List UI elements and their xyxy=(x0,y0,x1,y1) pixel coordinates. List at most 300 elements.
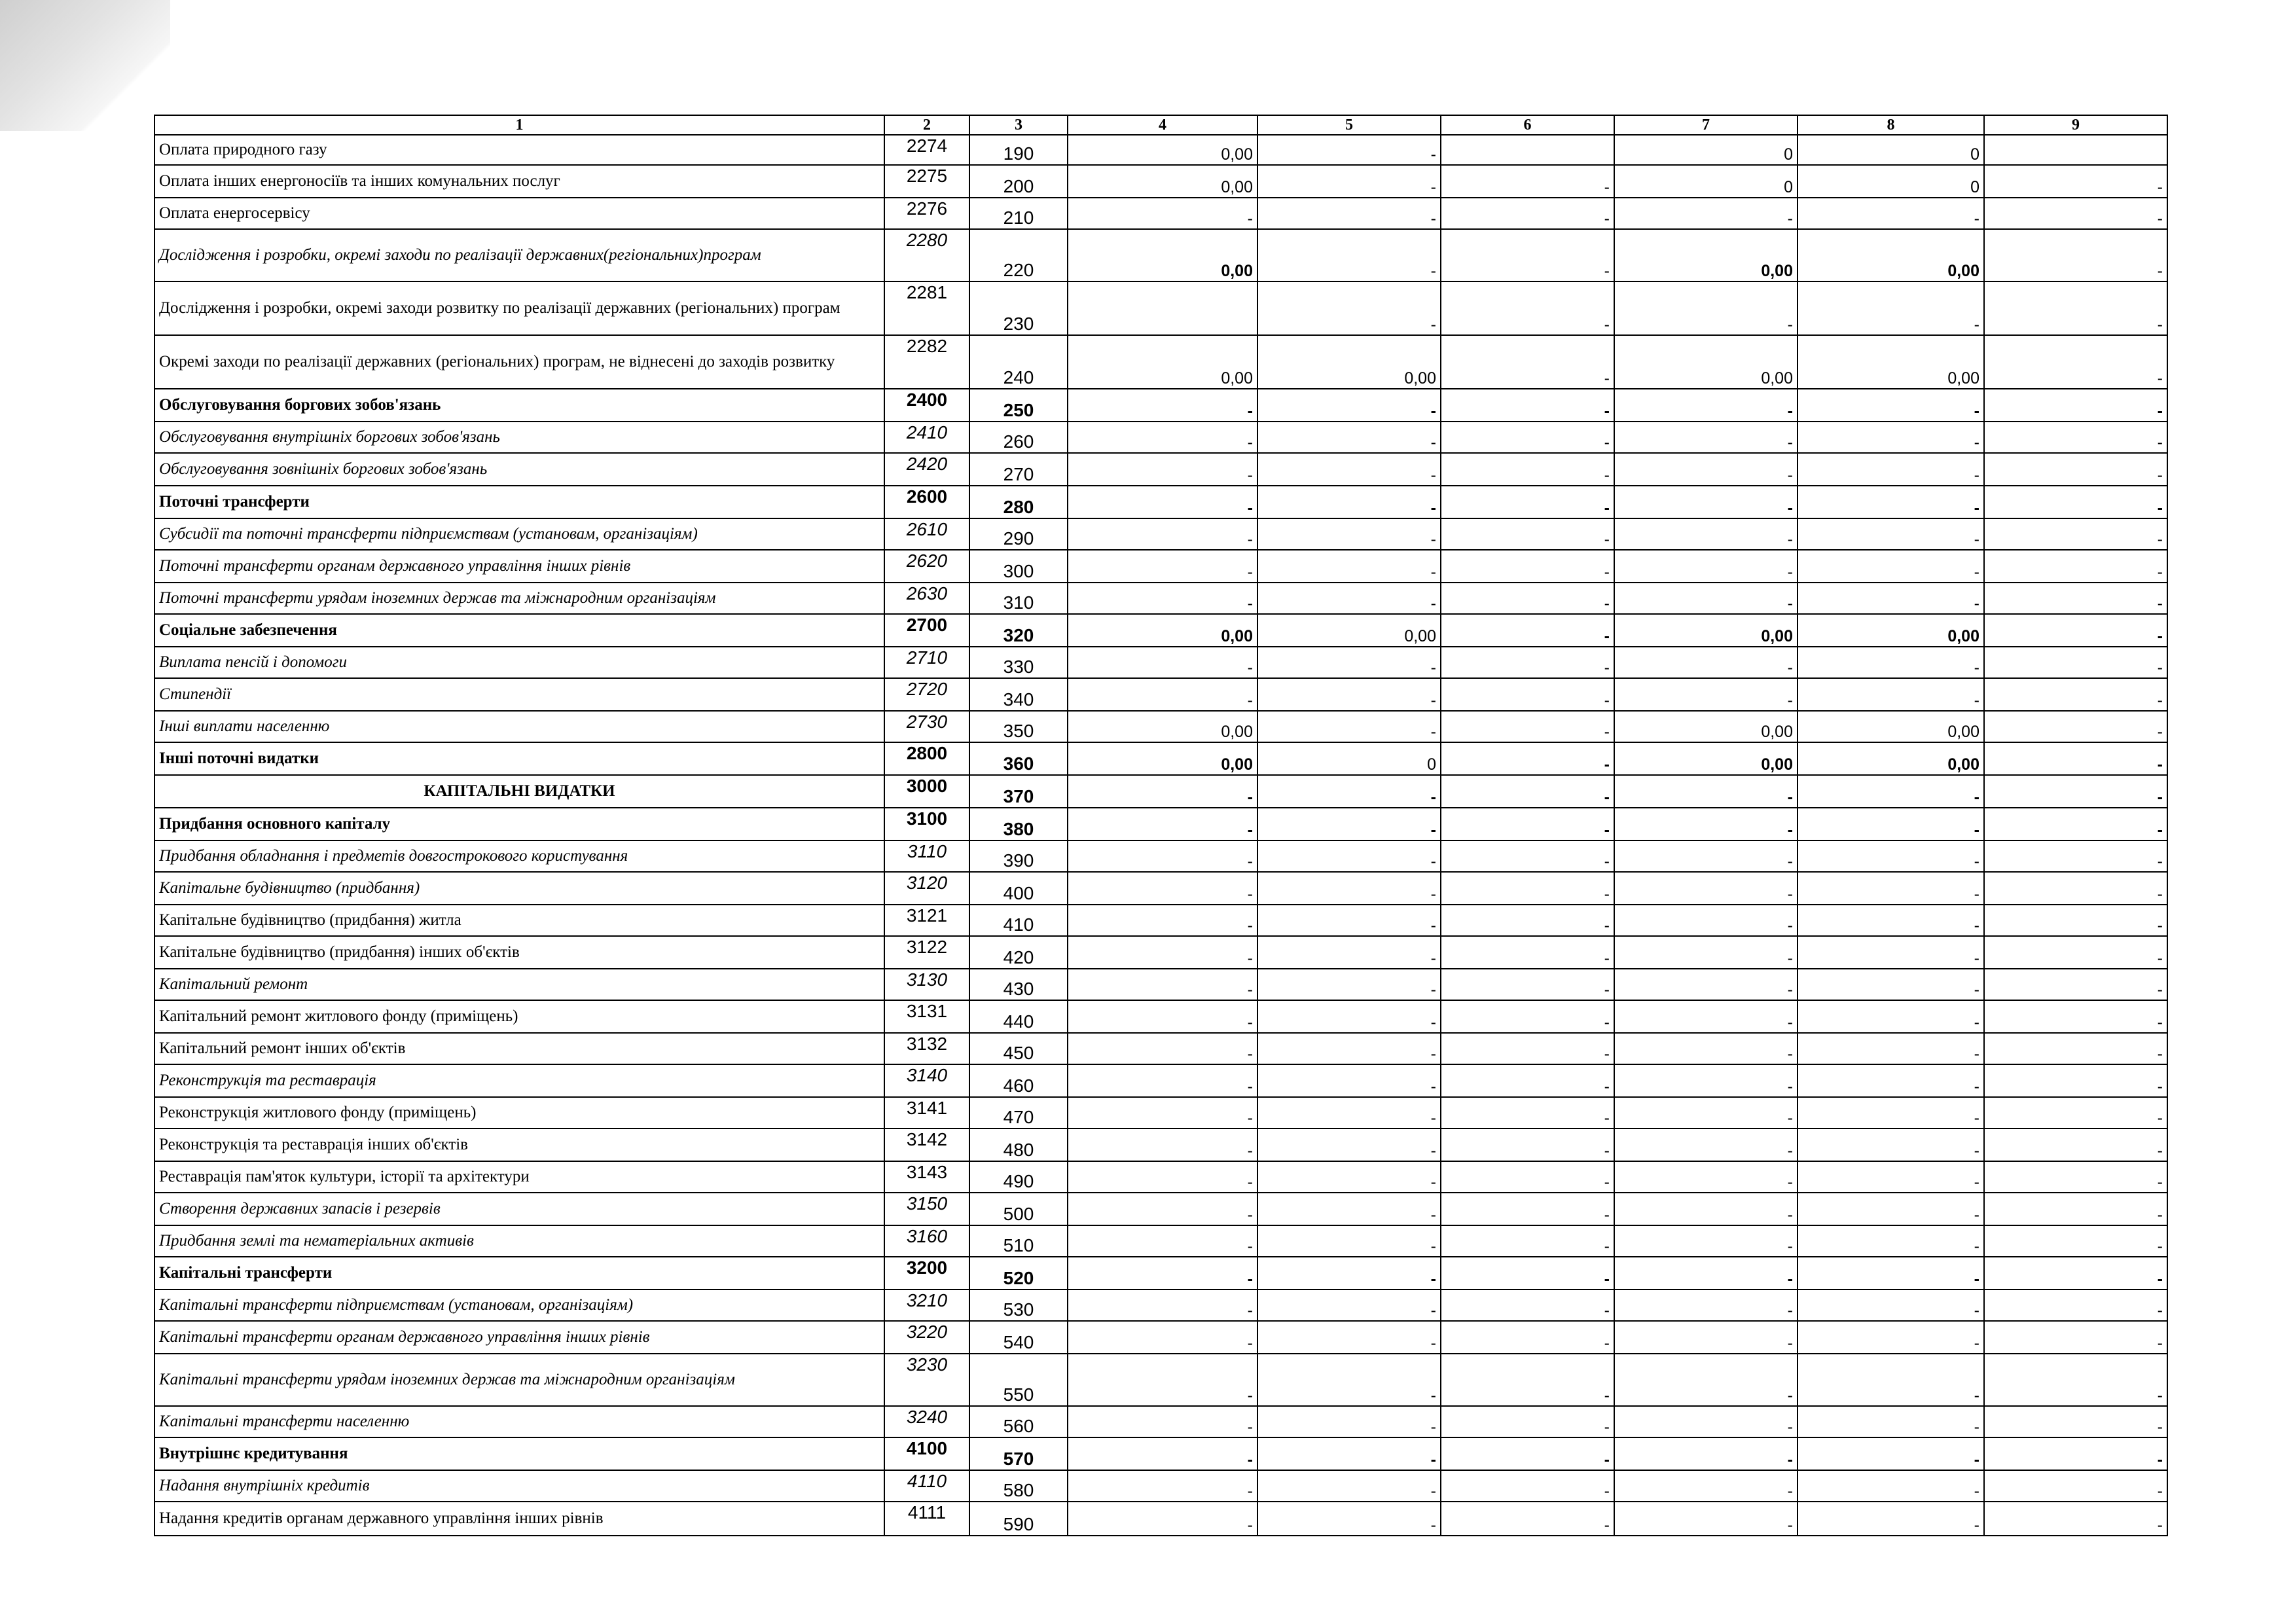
table-row xyxy=(154,135,2167,165)
value-cell: 0,00 xyxy=(1798,742,1984,775)
line-code-cell: 390 xyxy=(969,840,1068,872)
value-cell: - xyxy=(1257,389,1441,422)
line-code-cell: 440 xyxy=(969,1000,1068,1033)
line-code-cell: 500 xyxy=(969,1193,1068,1225)
value-cell: - xyxy=(1257,1502,1441,1536)
col-header: 2 xyxy=(884,115,969,135)
value-cell: - xyxy=(1614,486,1798,518)
value-cell: - xyxy=(1441,1064,1614,1097)
value-cell: - xyxy=(1257,775,1441,808)
value-cell: - xyxy=(1441,486,1614,518)
value-cell: - xyxy=(1441,647,1614,678)
row-name-cell: Поточні трансферти урядам іноземних держав та міжнародним організаціям xyxy=(154,583,884,614)
table-row xyxy=(154,1161,2167,1193)
value-cell: - xyxy=(1614,1257,1798,1290)
table-row xyxy=(154,936,2167,969)
value-cell: - xyxy=(1984,486,2167,518)
expenditure-table xyxy=(154,115,2168,1536)
value-cell: - xyxy=(1441,1097,1614,1128)
value-cell: - xyxy=(1984,1502,2167,1536)
value-cell: - xyxy=(1441,165,1614,198)
value-cell: - xyxy=(1257,453,1441,486)
value-cell: - xyxy=(1441,969,1614,1000)
kekv-code-cell: 3122 xyxy=(884,936,969,969)
value-cell: - xyxy=(1068,486,1257,518)
line-code-cell: 570 xyxy=(969,1437,1068,1470)
kekv-code-cell: 2281 xyxy=(884,281,969,335)
value-cell: - xyxy=(1068,808,1257,840)
value-cell: - xyxy=(1798,422,1984,453)
value-cell: - xyxy=(1257,1161,1441,1193)
value-cell: - xyxy=(1257,486,1441,518)
table-row xyxy=(154,1437,2167,1470)
table-row xyxy=(154,647,2167,678)
value-cell: - xyxy=(1614,518,1798,550)
line-code-cell: 580 xyxy=(969,1470,1068,1502)
value-cell: - xyxy=(1798,1470,1984,1502)
kekv-code-cell: 3142 xyxy=(884,1128,969,1161)
value-cell: - xyxy=(1984,1064,2167,1097)
value-cell: - xyxy=(1257,1064,1441,1097)
table-row xyxy=(154,775,2167,808)
row-name-cell: Придбання основного капіталу xyxy=(154,808,884,840)
col-header: 1 xyxy=(154,115,884,135)
kekv-code-cell: 2730 xyxy=(884,711,969,742)
value-cell: - xyxy=(1798,486,1984,518)
value-cell: - xyxy=(1614,678,1798,711)
value-cell: 0,00 xyxy=(1068,135,1257,165)
value-cell: - xyxy=(1798,1354,1984,1406)
col-header: 5 xyxy=(1257,115,1441,135)
value-cell: - xyxy=(1798,1257,1984,1290)
value-cell: - xyxy=(1798,550,1984,583)
value-cell: - xyxy=(1614,840,1798,872)
row-name-cell: Капітальний ремонт житлового фонду (приміщень) xyxy=(154,1000,884,1033)
line-code-cell: 560 xyxy=(969,1406,1068,1437)
row-name-cell: Поточні трансферти xyxy=(154,486,884,518)
value-cell: - xyxy=(1984,422,2167,453)
value-cell: 0,00 xyxy=(1068,165,1257,198)
value-cell: - xyxy=(1257,647,1441,678)
value-cell: - xyxy=(1984,1437,2167,1470)
value-cell: 0,00 xyxy=(1614,229,1798,281)
row-name-cell: Капітальні трансферти підприємствам (установам, організаціям) xyxy=(154,1290,884,1321)
value-cell: - xyxy=(1257,1437,1441,1470)
table-row xyxy=(154,335,2167,389)
value-cell: 0,00 xyxy=(1614,614,1798,647)
table-row xyxy=(154,840,2167,872)
line-code-cell: 450 xyxy=(969,1033,1068,1064)
row-name-cell: Інші поточні видатки xyxy=(154,742,884,775)
value-cell: - xyxy=(1441,198,1614,229)
row-name-cell: Капітальне будівництво (придбання) xyxy=(154,872,884,905)
value-cell: - xyxy=(1798,1000,1984,1033)
line-code-cell: 310 xyxy=(969,583,1068,614)
line-code-cell: 540 xyxy=(969,1321,1068,1354)
row-name-cell: Соціальне забезпечення xyxy=(154,614,884,647)
kekv-code-cell: 2620 xyxy=(884,550,969,583)
value-cell: - xyxy=(1798,1437,1984,1470)
value-cell: - xyxy=(1984,453,2167,486)
column-number-row xyxy=(154,115,2167,135)
value-cell: - xyxy=(1984,1128,2167,1161)
value-cell: - xyxy=(1257,1406,1441,1437)
table-row xyxy=(154,1354,2167,1406)
line-code-cell: 490 xyxy=(969,1161,1068,1193)
value-cell: - xyxy=(1984,1225,2167,1257)
value-cell: 0,00 xyxy=(1068,614,1257,647)
kekv-code-cell: 2280 xyxy=(884,229,969,281)
value-cell: - xyxy=(1984,229,2167,281)
kekv-code-cell: 2420 xyxy=(884,453,969,486)
kekv-code-cell: 2274 xyxy=(884,135,969,165)
value-cell: - xyxy=(1984,518,2167,550)
value-cell: - xyxy=(1441,1161,1614,1193)
value-cell: - xyxy=(1068,1225,1257,1257)
value-cell: - xyxy=(1798,1290,1984,1321)
value-cell: - xyxy=(1614,453,1798,486)
kekv-code-cell: 4110 xyxy=(884,1470,969,1502)
value-cell: - xyxy=(1798,678,1984,711)
line-code-cell: 550 xyxy=(969,1354,1068,1406)
table-row xyxy=(154,711,2167,742)
col-header: 6 xyxy=(1441,115,1614,135)
value-cell: - xyxy=(1257,808,1441,840)
value-cell: - xyxy=(1798,1064,1984,1097)
value-cell: - xyxy=(1441,905,1614,936)
value-cell: - xyxy=(1257,1097,1441,1128)
table-row xyxy=(154,969,2167,1000)
line-code-cell: 210 xyxy=(969,198,1068,229)
value-cell: - xyxy=(1068,1354,1257,1406)
value-cell: - xyxy=(1441,742,1614,775)
value-cell: - xyxy=(1441,550,1614,583)
line-code-cell: 340 xyxy=(969,678,1068,711)
value-cell: - xyxy=(1984,198,2167,229)
value-cell: - xyxy=(1257,1470,1441,1502)
table-row xyxy=(154,1128,2167,1161)
value-cell: - xyxy=(1798,1502,1984,1536)
value-cell: - xyxy=(1614,583,1798,614)
value-cell: - xyxy=(1068,1257,1257,1290)
value-cell: - xyxy=(1441,1321,1614,1354)
value-cell: - xyxy=(1257,229,1441,281)
value-cell: - xyxy=(1257,905,1441,936)
row-name-cell: Обслуговування боргових зобов'язань xyxy=(154,389,884,422)
table-row xyxy=(154,229,2167,281)
table-row xyxy=(154,1470,2167,1502)
table-row xyxy=(154,1097,2167,1128)
value-cell: - xyxy=(1614,1033,1798,1064)
row-name-cell: Капітальний ремонт xyxy=(154,969,884,1000)
kekv-code-cell: 3210 xyxy=(884,1290,969,1321)
value-cell: - xyxy=(1068,1097,1257,1128)
value-cell: - xyxy=(1984,969,2167,1000)
table-row xyxy=(154,1406,2167,1437)
value-cell: - xyxy=(1984,742,2167,775)
value-cell: - xyxy=(1257,422,1441,453)
scan-corner-fold xyxy=(0,0,170,131)
value-cell: 0,00 xyxy=(1614,742,1798,775)
line-code-cell: 590 xyxy=(969,1502,1068,1536)
line-code-cell: 470 xyxy=(969,1097,1068,1128)
value-cell: - xyxy=(1257,1128,1441,1161)
value-cell: - xyxy=(1614,1225,1798,1257)
value-cell: - xyxy=(1068,1290,1257,1321)
value-cell: - xyxy=(1984,583,2167,614)
value-cell: - xyxy=(1984,808,2167,840)
value-cell: - xyxy=(1614,905,1798,936)
value-cell: - xyxy=(1441,1257,1614,1290)
value-cell: - xyxy=(1068,905,1257,936)
value-cell: - xyxy=(1984,1321,2167,1354)
table-row xyxy=(154,422,2167,453)
value-cell: - xyxy=(1984,1161,2167,1193)
value-cell: - xyxy=(1068,422,1257,453)
value-cell: - xyxy=(1614,775,1798,808)
kekv-code-cell: 3120 xyxy=(884,872,969,905)
value-cell: - xyxy=(1798,583,1984,614)
table-row xyxy=(154,1064,2167,1097)
value-cell: - xyxy=(1257,711,1441,742)
value-cell: - xyxy=(1441,1502,1614,1536)
line-code-cell: 270 xyxy=(969,453,1068,486)
kekv-code-cell: 2276 xyxy=(884,198,969,229)
value-cell: - xyxy=(1068,872,1257,905)
value-cell: - xyxy=(1614,1437,1798,1470)
value-cell: - xyxy=(1798,969,1984,1000)
value-cell: - xyxy=(1798,808,1984,840)
table-row xyxy=(154,1000,2167,1033)
value-cell: - xyxy=(1984,1033,2167,1064)
value-cell: - xyxy=(1068,647,1257,678)
value-cell: - xyxy=(1441,229,1614,281)
row-name-cell: Інші виплати населенню xyxy=(154,711,884,742)
kekv-code-cell: 2710 xyxy=(884,647,969,678)
table-row xyxy=(154,165,2167,198)
value-cell: - xyxy=(1984,840,2167,872)
value-cell: - xyxy=(1257,872,1441,905)
value-cell: - xyxy=(1614,1097,1798,1128)
line-code-cell: 520 xyxy=(969,1257,1068,1290)
table-row xyxy=(154,872,2167,905)
value-cell: - xyxy=(1257,135,1441,165)
value-cell: - xyxy=(1068,775,1257,808)
row-name-cell: КАПІТАЛЬНІ ВИДАТКИ xyxy=(154,775,884,808)
row-name-cell: Виплата пенсій і допомоги xyxy=(154,647,884,678)
value-cell: 0,00 xyxy=(1257,335,1441,389)
line-code-cell: 410 xyxy=(969,905,1068,936)
line-code-cell: 380 xyxy=(969,808,1068,840)
row-name-cell: Поточні трансферти органам державного управління інших рівнів xyxy=(154,550,884,583)
value-cell: - xyxy=(1441,1437,1614,1470)
line-code-cell: 330 xyxy=(969,647,1068,678)
value-cell: - xyxy=(1441,614,1614,647)
value-cell: - xyxy=(1614,1290,1798,1321)
value-cell: - xyxy=(1441,678,1614,711)
table-row xyxy=(154,550,2167,583)
value-cell: - xyxy=(1798,518,1984,550)
value-cell: - xyxy=(1798,936,1984,969)
value-cell xyxy=(1441,135,1614,165)
value-cell: - xyxy=(1068,453,1257,486)
kekv-code-cell: 2400 xyxy=(884,389,969,422)
value-cell: - xyxy=(1441,936,1614,969)
value-cell: - xyxy=(1068,936,1257,969)
row-name-cell: Реконструкція житлового фонду (приміщень) xyxy=(154,1097,884,1128)
row-name-cell: Капітальні трансферти населенню xyxy=(154,1406,884,1437)
value-cell: - xyxy=(1441,775,1614,808)
value-cell: - xyxy=(1798,1033,1984,1064)
value-cell: - xyxy=(1614,1161,1798,1193)
value-cell: - xyxy=(1068,583,1257,614)
kekv-code-cell: 3132 xyxy=(884,1033,969,1064)
kekv-code-cell: 2700 xyxy=(884,614,969,647)
value-cell: - xyxy=(1441,1406,1614,1437)
kekv-code-cell: 2610 xyxy=(884,518,969,550)
value-cell: - xyxy=(1068,840,1257,872)
value-cell: - xyxy=(1068,1502,1257,1536)
kekv-code-cell: 3240 xyxy=(884,1406,969,1437)
row-name-cell: Капітальні трансферти xyxy=(154,1257,884,1290)
value-cell: - xyxy=(1798,1097,1984,1128)
table-row xyxy=(154,1321,2167,1354)
value-cell: - xyxy=(1614,422,1798,453)
value-cell: - xyxy=(1441,422,1614,453)
value-cell: - xyxy=(1614,1354,1798,1406)
row-name-cell: Надання внутрішніх кредитів xyxy=(154,1470,884,1502)
value-cell: - xyxy=(1798,389,1984,422)
value-cell: - xyxy=(1068,1033,1257,1064)
value-cell: - xyxy=(1984,1097,2167,1128)
col-header: 3 xyxy=(969,115,1068,135)
value-cell: - xyxy=(1984,678,2167,711)
value-cell: - xyxy=(1614,1406,1798,1437)
value-cell: - xyxy=(1798,1193,1984,1225)
row-name-cell: Оплата природного газу xyxy=(154,135,884,165)
value-cell: - xyxy=(1257,583,1441,614)
value-cell: - xyxy=(1798,1321,1984,1354)
kekv-code-cell: 3000 xyxy=(884,775,969,808)
value-cell: - xyxy=(1441,281,1614,335)
col-header: 7 xyxy=(1614,115,1798,135)
table-row xyxy=(154,742,2167,775)
line-code-cell: 460 xyxy=(969,1064,1068,1097)
col-header: 4 xyxy=(1068,115,1257,135)
value-cell: - xyxy=(1257,1321,1441,1354)
line-code-cell: 360 xyxy=(969,742,1068,775)
table-row xyxy=(154,1193,2167,1225)
table-row xyxy=(154,486,2167,518)
value-cell: - xyxy=(1984,905,2167,936)
value-cell: - xyxy=(1798,1128,1984,1161)
value-cell: - xyxy=(1984,1000,2167,1033)
value-cell: - xyxy=(1068,1437,1257,1470)
value-cell: - xyxy=(1257,840,1441,872)
value-cell: - xyxy=(1068,969,1257,1000)
value-cell: - xyxy=(1257,1290,1441,1321)
value-cell: - xyxy=(1257,281,1441,335)
value-cell: - xyxy=(1984,1354,2167,1406)
value-cell: - xyxy=(1614,647,1798,678)
value-cell: - xyxy=(1257,1193,1441,1225)
col-header: 9 xyxy=(1984,115,2167,135)
kekv-code-cell: 3143 xyxy=(884,1161,969,1193)
table-row xyxy=(154,1502,2167,1536)
line-code-cell: 220 xyxy=(969,229,1068,281)
value-cell: - xyxy=(1984,614,2167,647)
row-name-cell: Створення державних запасів і резервів xyxy=(154,1193,884,1225)
kekv-code-cell: 3160 xyxy=(884,1225,969,1257)
value-cell: - xyxy=(1798,453,1984,486)
value-cell: - xyxy=(1068,1161,1257,1193)
row-name-cell: Субсидії та поточні трансферти підприємствам (установам, організаціям) xyxy=(154,518,884,550)
value-cell: - xyxy=(1441,335,1614,389)
value-cell: 0 xyxy=(1257,742,1441,775)
row-name-cell: Обслуговування зовнішніх боргових зобов'язань xyxy=(154,453,884,486)
value-cell: 0,00 xyxy=(1798,711,1984,742)
value-cell: - xyxy=(1984,1193,2167,1225)
value-cell: - xyxy=(1441,1193,1614,1225)
value-cell: - xyxy=(1984,647,2167,678)
value-cell: - xyxy=(1614,808,1798,840)
row-name-cell: Капітальні трансферти урядам іноземних держав та міжнародним організаціям xyxy=(154,1354,884,1406)
value-cell: - xyxy=(1798,872,1984,905)
value-cell: 0,00 xyxy=(1798,335,1984,389)
value-cell: - xyxy=(1068,1128,1257,1161)
line-code-cell: 430 xyxy=(969,969,1068,1000)
table-row xyxy=(154,905,2167,936)
report-sheet xyxy=(154,115,2167,1536)
value-cell: - xyxy=(1257,1033,1441,1064)
line-code-cell: 190 xyxy=(969,135,1068,165)
value-cell: - xyxy=(1984,872,2167,905)
value-cell: - xyxy=(1984,550,2167,583)
row-name-cell: Придбання обладнання і предметів довгострокового користування xyxy=(154,840,884,872)
value-cell: - xyxy=(1984,1290,2167,1321)
kekv-code-cell: 3110 xyxy=(884,840,969,872)
kekv-code-cell: 3230 xyxy=(884,1354,969,1406)
value-cell: - xyxy=(1614,1321,1798,1354)
value-cell: - xyxy=(1798,1406,1984,1437)
row-name-cell: Стипендії xyxy=(154,678,884,711)
value-cell: - xyxy=(1614,872,1798,905)
value-cell: - xyxy=(1257,165,1441,198)
kekv-code-cell: 3100 xyxy=(884,808,969,840)
kekv-code-cell: 3140 xyxy=(884,1064,969,1097)
line-code-cell: 260 xyxy=(969,422,1068,453)
value-cell: - xyxy=(1068,1321,1257,1354)
line-code-cell: 510 xyxy=(969,1225,1068,1257)
value-cell: 0,00 xyxy=(1257,614,1441,647)
value-cell: - xyxy=(1614,198,1798,229)
value-cell: - xyxy=(1984,775,2167,808)
value-cell: 0,00 xyxy=(1798,229,1984,281)
value-cell: 0,00 xyxy=(1068,742,1257,775)
value-cell: - xyxy=(1798,1161,1984,1193)
value-cell: - xyxy=(1614,1128,1798,1161)
value-cell: - xyxy=(1798,905,1984,936)
value-cell: - xyxy=(1984,711,2167,742)
value-cell: - xyxy=(1441,872,1614,905)
kekv-code-cell: 4100 xyxy=(884,1437,969,1470)
value-cell: - xyxy=(1257,936,1441,969)
value-cell: 0,00 xyxy=(1614,335,1798,389)
value-cell: - xyxy=(1257,1000,1441,1033)
value-cell: - xyxy=(1798,775,1984,808)
value-cell: - xyxy=(1441,518,1614,550)
table-row xyxy=(154,678,2167,711)
